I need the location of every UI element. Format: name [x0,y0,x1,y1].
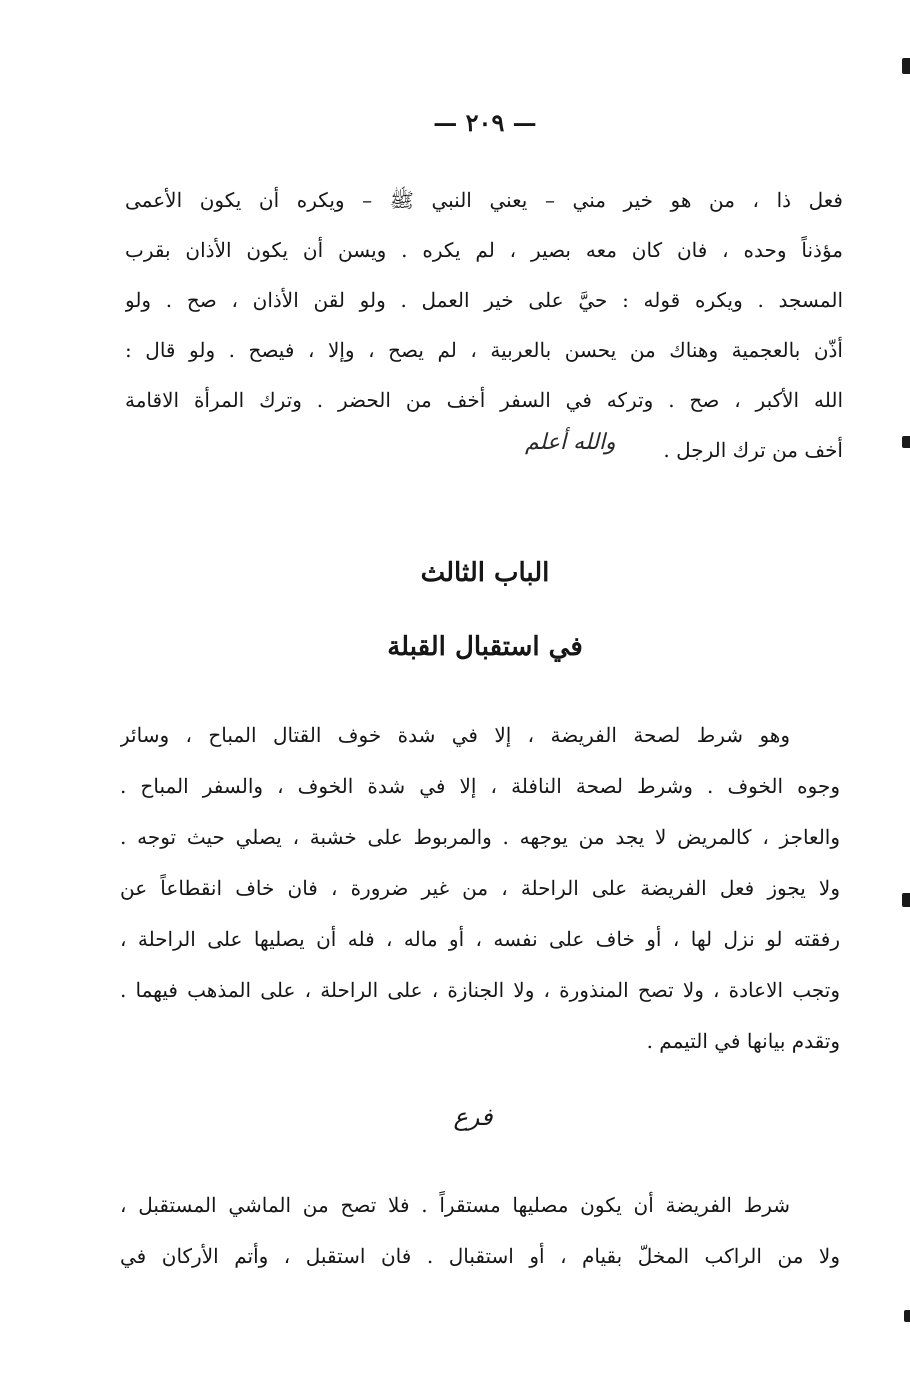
chapter-subtitle: في استقبال القبلة [387,632,583,662]
paragraph-qibla [120,710,840,1067]
scan-edge-mark [902,893,910,907]
paragraph-line: أذّن بالعجمية وهناك من يحسن بالعربية ، لم يصح ، وإلا ، فيصح . ولو قال : [125,338,843,362]
scan-edge-mark [902,58,910,74]
paragraph-line: وجوه الخوف . وشرط لصحة النافلة ، إلا في شدة الخوف ، والسفر المباح . [120,774,840,798]
paragraph-line: وتقدم بيانها في التيمم . [646,1029,840,1053]
paragraph-line: فعل ذا ، من هو خير مني – يعني النبي ﷺ – ويكره أن يكون الأعمى [125,188,843,212]
paragraph-line: رفقته لو نزل لها ، أو خاف على نفسه ، أو ماله ، فله أن يصليها على الراحلة ، [120,927,840,951]
paragraph-line: وهو شرط لصحة الفريضة ، إلا في شدة خوف القتال المباح ، وسائر [120,723,790,747]
paragraph-line: ولا يجوز فعل الفريضة على الراحلة ، من غير ضرورة ، فان خاف انقطاعاً عن [120,876,840,900]
section-title: فرع [453,1103,493,1131]
paragraph-line: مؤذناً وحده ، فان كان معه بصير ، لم يكره . ويسن أن يكون الأذان بقرب [125,238,843,262]
paragraph-line: والعاجز ، كالمريض لا يجد من يوجهه . والمربوط على خشبة ، يصلي حيث توجه . [120,825,840,849]
paragraph-adhan [125,175,843,475]
paragraph-far [120,1180,840,1282]
paragraph-line: ولا من الراكب المخلّ بقيام ، أو استقبال . فان استقبل ، وأتم الأركان في [120,1244,840,1268]
paragraph-line: الله الأكبر ، صح . وتركه في السفر أخف من الحضر . وترك المرأة الاقامة [125,388,843,412]
paragraph-line: المسجد . ويكره قوله : حيَّ على خير العمل . ولو لقن الأذان ، صح . ولو [125,288,843,312]
paragraph-line: وتجب الاعادة ، ولا تصح المنذورة ، ولا الجنازة ، على الراحلة ، على المذهب فيهما . [120,978,840,1002]
scan-edge-mark [902,436,910,448]
handwritten-closing: والله أعلم [525,430,616,455]
paragraph-line: شرط الفريضة أن يكون مصليها مستقراً . فلا تصح من الماشي المستقبل ، [120,1193,790,1217]
paragraph-line: أخف من ترك الرجل . [663,438,843,462]
scan-edge-mark [904,1310,910,1322]
page-number: — ٢٠٩ — [433,108,537,137]
chapter-title: الباب الثالث [420,558,550,588]
